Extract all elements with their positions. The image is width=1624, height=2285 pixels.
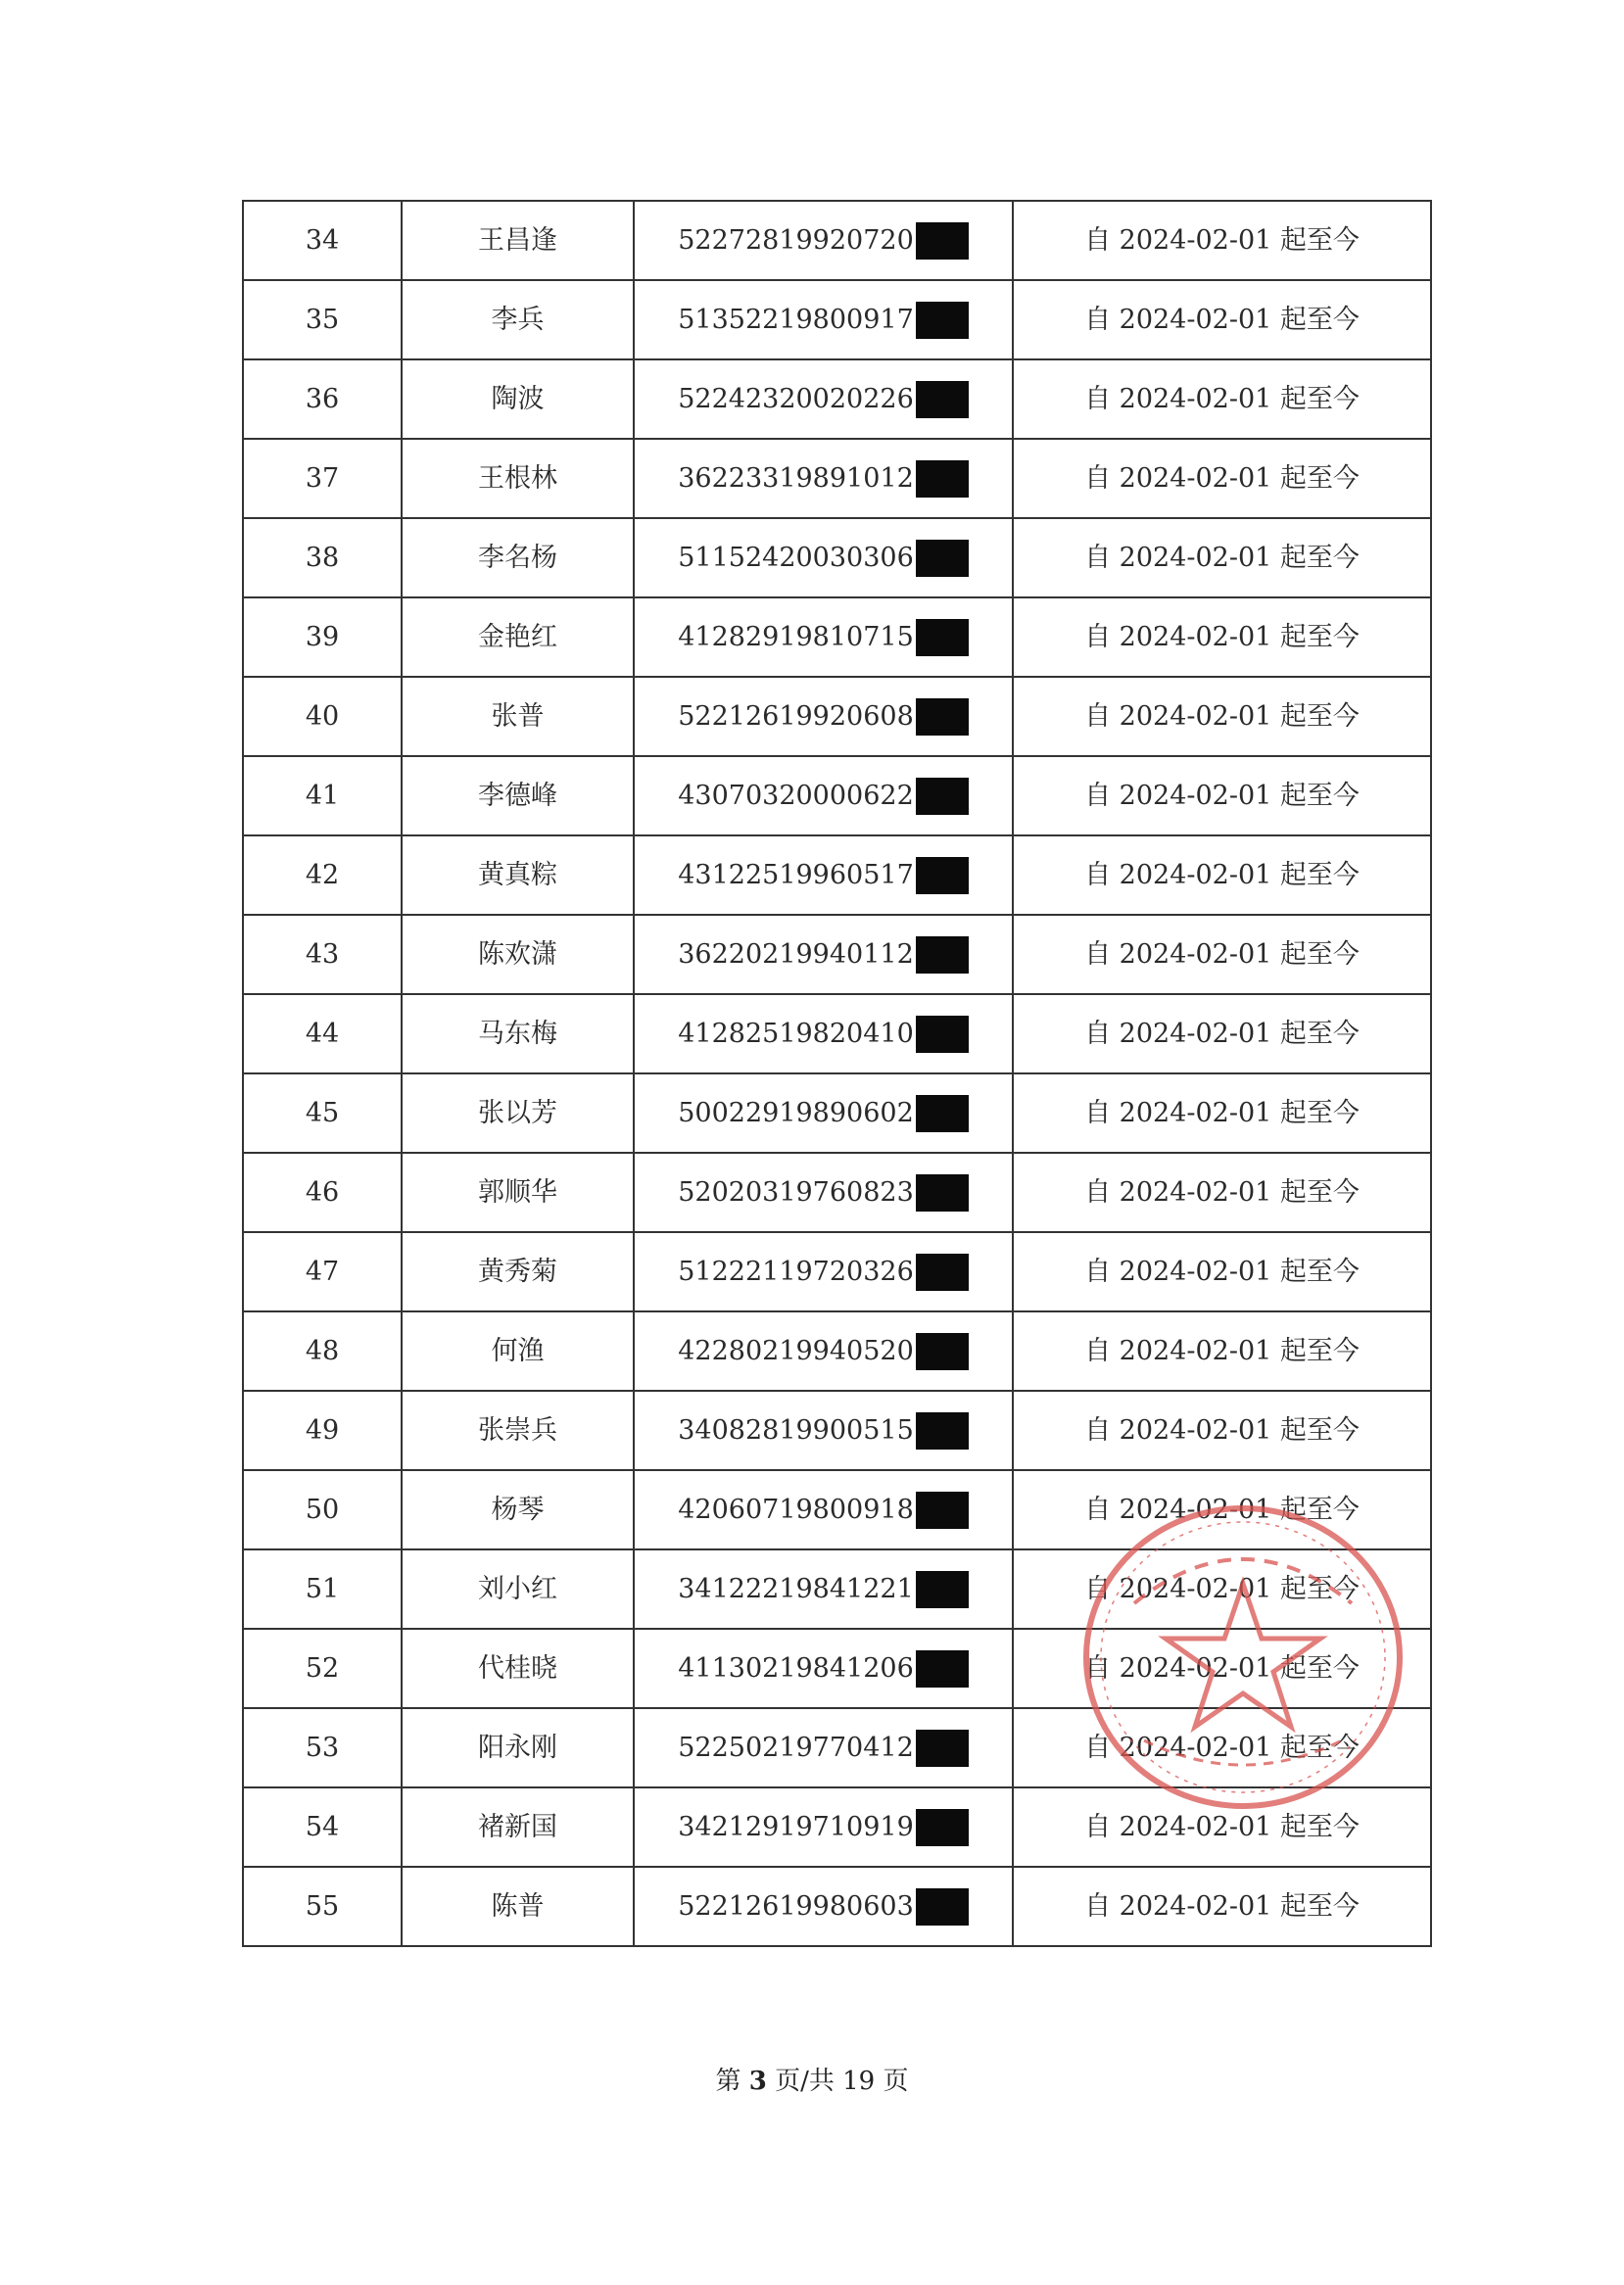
row-number: 53 — [243, 1708, 402, 1787]
footer-total-pages: 19 — [842, 2067, 876, 2096]
table-row — [243, 1708, 1431, 1787]
footer-page-number: 3 — [748, 2067, 767, 2096]
redaction-block — [916, 302, 969, 339]
id-number-wrap — [678, 1888, 969, 1926]
row-number: 54 — [243, 1787, 402, 1867]
id-number-cell — [634, 1867, 1013, 1946]
employee-table — [242, 200, 1432, 1947]
id-number: 52212619980603 — [678, 1891, 914, 1922]
table-row — [243, 201, 1431, 280]
period: 自 2024-02-01 起至今 — [1013, 280, 1431, 359]
row-number: 55 — [243, 1867, 402, 1946]
id-number-cell — [634, 1073, 1013, 1153]
row-number: 49 — [243, 1391, 402, 1470]
person-name: 张崇兵 — [402, 1391, 634, 1470]
id-number: 52272819920720 — [678, 225, 914, 256]
person-name: 郭顺华 — [402, 1153, 634, 1232]
table-row — [243, 1629, 1431, 1708]
row-number: 35 — [243, 280, 402, 359]
id-number-cell — [634, 439, 1013, 518]
person-name: 张以芳 — [402, 1073, 634, 1153]
period: 自 2024-02-01 起至今 — [1013, 1391, 1431, 1470]
id-number: 51352219800917 — [678, 305, 914, 335]
id-number: 52250219770412 — [678, 1733, 914, 1763]
id-number-cell — [634, 1232, 1013, 1311]
id-number: 34212919710919 — [678, 1812, 914, 1842]
person-name: 马东梅 — [402, 994, 634, 1073]
person-name: 何渔 — [402, 1311, 634, 1391]
period: 自 2024-02-01 起至今 — [1013, 1232, 1431, 1311]
footer-prefix: 第 — [715, 2067, 741, 2096]
id-number-wrap — [678, 1254, 969, 1291]
footer-suffix: 页 — [883, 2067, 909, 2096]
redaction-block — [916, 1809, 969, 1846]
redaction-block — [916, 1730, 969, 1767]
redaction-block — [916, 1174, 969, 1212]
person-name: 李兵 — [402, 280, 634, 359]
table-row — [243, 756, 1431, 835]
id-number: 51152420030306 — [678, 543, 914, 573]
row-number: 47 — [243, 1232, 402, 1311]
table-row — [243, 1311, 1431, 1391]
person-name: 刘小红 — [402, 1549, 634, 1629]
id-number: 34082819900515 — [678, 1415, 914, 1446]
redaction-block — [916, 540, 969, 577]
id-number: 52212619920608 — [678, 701, 914, 732]
id-number-wrap — [678, 222, 969, 260]
row-number: 38 — [243, 518, 402, 597]
id-number: 36223319891012 — [678, 463, 914, 494]
period: 自 2024-02-01 起至今 — [1013, 359, 1431, 439]
period: 自 2024-02-01 起至今 — [1013, 756, 1431, 835]
redaction-block — [916, 1016, 969, 1053]
period: 自 2024-02-01 起至今 — [1013, 915, 1431, 994]
id-number-cell — [634, 1470, 1013, 1549]
row-number: 51 — [243, 1549, 402, 1629]
table-row — [243, 1470, 1431, 1549]
id-number-cell — [634, 915, 1013, 994]
redaction-block — [916, 1650, 969, 1688]
id-number-cell — [634, 359, 1013, 439]
id-number-wrap — [678, 540, 969, 577]
redaction-block — [916, 1412, 969, 1450]
redaction-block — [916, 1888, 969, 1926]
period: 自 2024-02-01 起至今 — [1013, 1787, 1431, 1867]
table-row — [243, 835, 1431, 915]
id-number: 36220219940112 — [678, 939, 914, 970]
period: 自 2024-02-01 起至今 — [1013, 1549, 1431, 1629]
person-name: 陈普 — [402, 1867, 634, 1946]
redaction-block — [916, 222, 969, 260]
row-number: 45 — [243, 1073, 402, 1153]
id-number: 34122219841221 — [678, 1574, 914, 1604]
table-row — [243, 994, 1431, 1073]
id-number-cell — [634, 1311, 1013, 1391]
period: 自 2024-02-01 起至今 — [1013, 439, 1431, 518]
period: 自 2024-02-01 起至今 — [1013, 1311, 1431, 1391]
person-name: 褚新国 — [402, 1787, 634, 1867]
row-number: 50 — [243, 1470, 402, 1549]
period: 自 2024-02-01 起至今 — [1013, 1153, 1431, 1232]
table-row — [243, 1153, 1431, 1232]
period: 自 2024-02-01 起至今 — [1013, 1629, 1431, 1708]
redaction-block — [916, 698, 969, 736]
period: 自 2024-02-01 起至今 — [1013, 1708, 1431, 1787]
redaction-block — [916, 460, 969, 498]
row-number: 40 — [243, 677, 402, 756]
redaction-block — [916, 936, 969, 974]
period: 自 2024-02-01 起至今 — [1013, 994, 1431, 1073]
footer-middle: 页/共 — [775, 2067, 835, 2096]
id-number-wrap — [678, 1016, 969, 1053]
id-number: 50022919890602 — [678, 1098, 914, 1128]
id-number-cell — [634, 280, 1013, 359]
period: 自 2024-02-01 起至今 — [1013, 677, 1431, 756]
id-number-cell — [634, 994, 1013, 1073]
redaction-block — [916, 1571, 969, 1608]
page-footer — [0, 2061, 1624, 2097]
table-row — [243, 359, 1431, 439]
id-number-cell — [634, 1708, 1013, 1787]
redaction-block — [916, 1254, 969, 1291]
id-number-wrap — [678, 1095, 969, 1132]
person-name: 王根林 — [402, 439, 634, 518]
period: 自 2024-02-01 起至今 — [1013, 518, 1431, 597]
redaction-block — [916, 857, 969, 894]
id-number-cell — [634, 201, 1013, 280]
person-name: 黄真粽 — [402, 835, 634, 915]
id-number-wrap — [678, 1174, 969, 1212]
id-number-cell — [634, 1787, 1013, 1867]
person-name: 李名杨 — [402, 518, 634, 597]
id-number: 41282519820410 — [678, 1019, 914, 1049]
id-number-wrap — [678, 460, 969, 498]
person-name: 阳永刚 — [402, 1708, 634, 1787]
id-number-wrap — [678, 1571, 969, 1608]
id-number-cell — [634, 677, 1013, 756]
redaction-block — [916, 1095, 969, 1132]
id-number-wrap — [678, 857, 969, 894]
row-number: 37 — [243, 439, 402, 518]
table-row — [243, 439, 1431, 518]
id-number: 42280219940520 — [678, 1336, 914, 1366]
id-number: 52020319760823 — [678, 1177, 914, 1208]
period: 自 2024-02-01 起至今 — [1013, 1470, 1431, 1549]
table-row — [243, 915, 1431, 994]
id-number-wrap — [678, 1492, 969, 1529]
id-number-cell — [634, 518, 1013, 597]
id-number-wrap — [678, 302, 969, 339]
redaction-block — [916, 778, 969, 815]
table-row — [243, 597, 1431, 677]
redaction-block — [916, 1333, 969, 1370]
id-number-wrap — [678, 936, 969, 974]
person-name: 金艳红 — [402, 597, 634, 677]
id-number-wrap — [678, 619, 969, 656]
id-number-wrap — [678, 1809, 969, 1846]
row-number: 43 — [243, 915, 402, 994]
id-number-wrap — [678, 778, 969, 815]
period: 自 2024-02-01 起至今 — [1013, 597, 1431, 677]
row-number: 36 — [243, 359, 402, 439]
table-row — [243, 1391, 1431, 1470]
person-name: 王昌逢 — [402, 201, 634, 280]
id-number: 43122519960517 — [678, 860, 914, 890]
redaction-block — [916, 1492, 969, 1529]
id-number-wrap — [678, 1412, 969, 1450]
id-number: 52242320020226 — [678, 384, 914, 414]
table-row — [243, 280, 1431, 359]
redaction-block — [916, 381, 969, 418]
id-number-wrap — [678, 381, 969, 418]
row-number: 52 — [243, 1629, 402, 1708]
row-number: 44 — [243, 994, 402, 1073]
id-number-wrap — [678, 698, 969, 736]
id-number-cell — [634, 756, 1013, 835]
id-number-cell — [634, 1153, 1013, 1232]
table-row — [243, 1073, 1431, 1153]
redaction-block — [916, 619, 969, 656]
person-name: 杨琴 — [402, 1470, 634, 1549]
person-name: 张普 — [402, 677, 634, 756]
period: 自 2024-02-01 起至今 — [1013, 201, 1431, 280]
id-number-wrap — [678, 1333, 969, 1370]
row-number: 48 — [243, 1311, 402, 1391]
row-number: 34 — [243, 201, 402, 280]
person-name: 代桂晓 — [402, 1629, 634, 1708]
id-number-cell — [634, 835, 1013, 915]
table-row — [243, 518, 1431, 597]
id-number: 42060719800918 — [678, 1495, 914, 1525]
id-number: 43070320000622 — [678, 781, 914, 811]
person-name: 陶波 — [402, 359, 634, 439]
id-number-wrap — [678, 1730, 969, 1767]
table-row — [243, 1787, 1431, 1867]
id-number-wrap — [678, 1650, 969, 1688]
period: 自 2024-02-01 起至今 — [1013, 835, 1431, 915]
id-number: 41130219841206 — [678, 1653, 914, 1684]
table-row — [243, 677, 1431, 756]
row-number: 46 — [243, 1153, 402, 1232]
period: 自 2024-02-01 起至今 — [1013, 1073, 1431, 1153]
period: 自 2024-02-01 起至今 — [1013, 1867, 1431, 1946]
table-body — [243, 201, 1431, 1946]
id-number: 41282919810715 — [678, 622, 914, 652]
row-number: 41 — [243, 756, 402, 835]
table-row — [243, 1867, 1431, 1946]
table-row — [243, 1232, 1431, 1311]
id-number: 51222119720326 — [678, 1257, 914, 1287]
id-number-cell — [634, 1549, 1013, 1629]
person-name: 李德峰 — [402, 756, 634, 835]
row-number: 42 — [243, 835, 402, 915]
row-number: 39 — [243, 597, 402, 677]
person-name: 陈欢潇 — [402, 915, 634, 994]
person-name: 黄秀菊 — [402, 1232, 634, 1311]
id-number-cell — [634, 1391, 1013, 1470]
id-number-cell — [634, 1629, 1013, 1708]
table-row — [243, 1549, 1431, 1629]
id-number-cell — [634, 597, 1013, 677]
